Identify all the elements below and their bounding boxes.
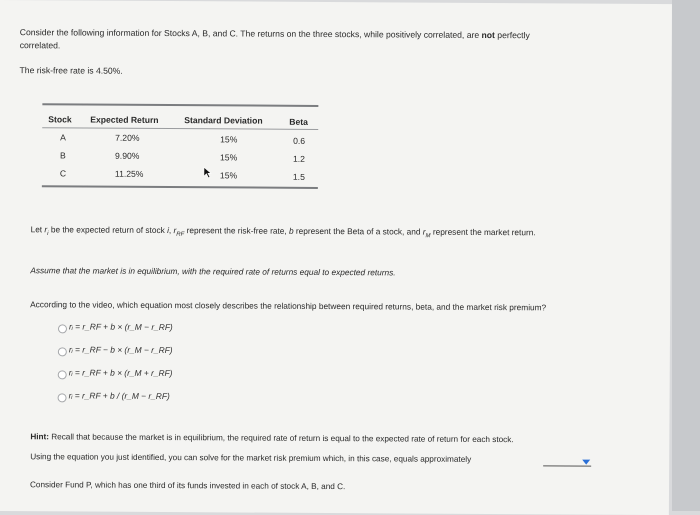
- intro-text: Consider the following information for Stocks A, B, and C. The returns on the three stocks, while positively correlated, are: [19, 27, 482, 40]
- var-b: b: [288, 225, 294, 236]
- option-3-radio[interactable]: [58, 370, 67, 379]
- option-1-equation: rᵢ = r_RF + b × (r_M − r_RF): [68, 321, 173, 333]
- chevron-down-icon[interactable]: [582, 460, 590, 465]
- variables-definition: [31, 223, 536, 244]
- option-2-equation: rᵢ = r_RF − b × (r_M − r_RF): [68, 344, 173, 356]
- option-3-equation: rᵢ = r_RF + b × (r_M + r_RF): [68, 367, 173, 379]
- market-risk-premium-dropdown[interactable]: [0, 0, 672, 4]
- var-r-sub: i: [47, 230, 49, 237]
- using-equation-text: Using the equation you just identified, you can solve for the market risk premium which, in this case, equals approximately: [30, 452, 472, 464]
- table-cell-sd-b: 15%: [220, 152, 238, 163]
- var-r: r: [44, 224, 48, 235]
- table-cell-return-c: 11.25%: [114, 168, 144, 179]
- table-bottom-rule: [42, 185, 318, 189]
- table-cell-stock-c: C: [59, 168, 67, 179]
- let-text-2: be the expected return of stock: [48, 224, 168, 236]
- let-text-1: Let: [30, 224, 45, 235]
- intro-line-1: [20, 26, 530, 42]
- table-cell-return-b: 9.90%: [115, 150, 140, 161]
- table-header-rule: [42, 127, 318, 130]
- var-rrf: r: [173, 225, 177, 236]
- background-strip: [672, 0, 700, 511]
- intro-text-end: perfectly: [494, 30, 530, 41]
- hint-text: [30, 430, 513, 446]
- risk-free-rate: The risk-free rate is 4.50%.: [19, 65, 123, 76]
- table-cell-beta-a: 0.6: [293, 135, 306, 146]
- intro-line-2: correlated.: [19, 40, 61, 51]
- header-standard-deviation: Standard Deviation: [184, 115, 263, 126]
- table-cell-beta-b: 1.2: [293, 153, 306, 164]
- let-text-6: represent the market return.: [430, 226, 536, 238]
- let-text-5: represent the Beta of a stock, and: [293, 225, 423, 237]
- let-text-3: ,: [168, 225, 174, 236]
- var-rm: r: [422, 226, 426, 237]
- table-top-rule: [42, 103, 318, 107]
- header-stock: Stock: [48, 114, 72, 125]
- fund-p-text: Consider Fund P, which has one third of its funds invested in each of stock A, B, and C.: [30, 480, 346, 492]
- question-text: According to the video, which equation most closely describes the relationship between required returns, beta, and the market risk premium?: [30, 299, 547, 313]
- option-4-equation: rᵢ = r_RF + b / (r_M − r_RF): [68, 390, 170, 402]
- hint-label: Hint:: [30, 432, 50, 442]
- option-2-radio[interactable]: [58, 347, 67, 356]
- option-4-radio[interactable]: [58, 393, 67, 402]
- equilibrium-assumption: Assume that the market is in equilibrium, with the required rate of returns equal to expected returns.: [30, 265, 396, 278]
- option-1-radio[interactable]: [58, 324, 67, 333]
- var-rrf-sub: RF: [176, 231, 185, 238]
- table-cell-beta-c: 1.5: [292, 171, 305, 182]
- mouse-cursor-icon: [203, 166, 212, 178]
- var-rm-sub: M: [425, 233, 431, 240]
- hint-body: Recall that because the market is in equilibrium, the required rate of return is equal to the expected rate of return for each stock.: [48, 432, 514, 445]
- header-expected-return: Expected Return: [90, 114, 159, 125]
- var-i: i: [167, 225, 169, 236]
- let-text-4: represent the risk-free rate,: [184, 225, 290, 236]
- table-cell-sd-c: 15%: [219, 170, 238, 181]
- table-cell-return-a: 7.20%: [115, 132, 140, 143]
- table-cell-stock-a: A: [60, 132, 66, 143]
- header-beta: Beta: [289, 116, 308, 127]
- table-cell-stock-b: B: [60, 150, 66, 161]
- intro-not-emphasis: not: [481, 29, 495, 41]
- table-cell-sd-a: 15%: [220, 134, 238, 145]
